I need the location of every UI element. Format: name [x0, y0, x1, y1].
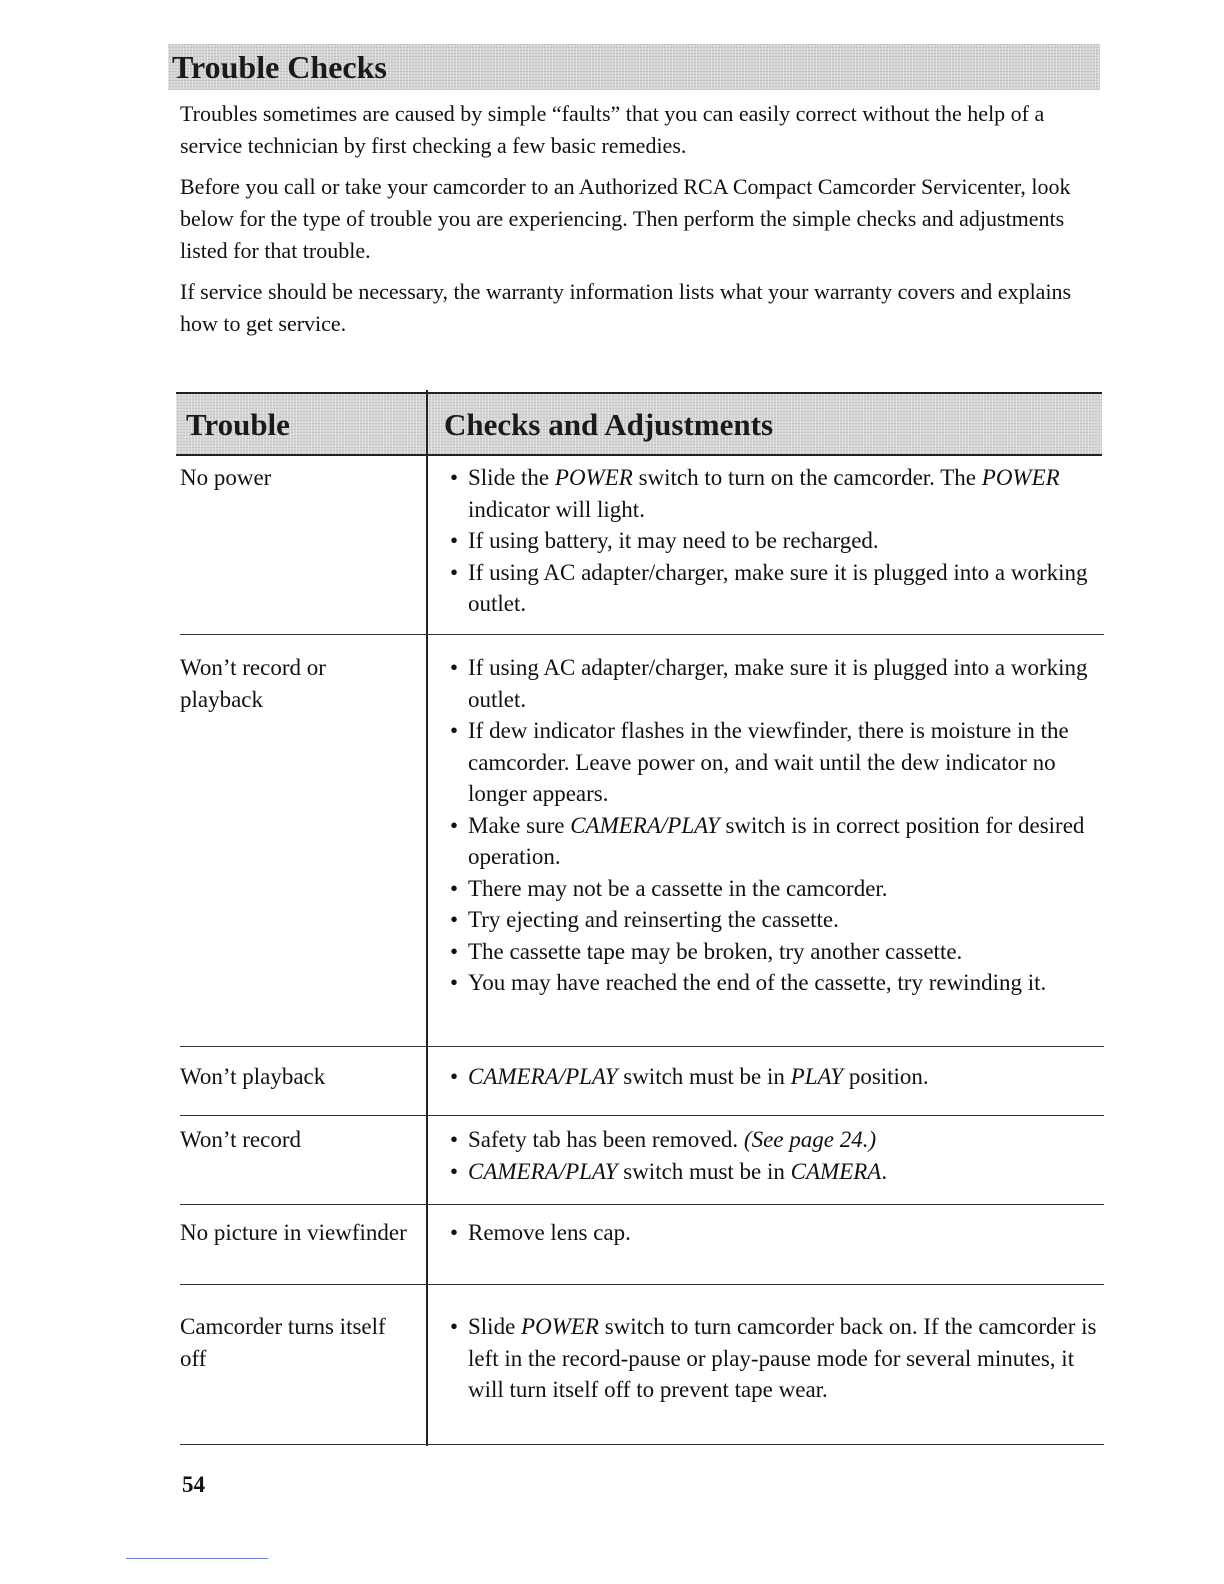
trouble-cell: No power — [180, 465, 272, 490]
check-item: • If using AC adapter/charger, make sure it is plugged into a working outlet. — [450, 652, 1110, 715]
intro-paragraph: Troubles sometimes are caused by simple “faults” that you can easily correct without the help of a service technician by first checking a few basic remedies. — [180, 101, 1045, 158]
check-item: • If using battery, it may need to be recharged. — [450, 525, 1110, 557]
check-item: • There may not be a cassette in the camcorder. — [450, 873, 1110, 905]
check-item: • You may have reached the end of the cassette, try rewinding it. — [450, 967, 1110, 999]
check-item: • Safety tab has been removed. (See page 24.) — [450, 1124, 1110, 1156]
check-item: • Remove lens cap. — [450, 1217, 1110, 1249]
trouble-cell: No picture in viewfinder — [180, 1220, 407, 1245]
intro-paragraph: If service should be necessary, the warranty information lists what your warranty covers and explains how to get service. — [180, 279, 1072, 336]
checks-cell — [450, 1217, 1110, 1249]
column-header-trouble: Trouble — [186, 407, 290, 442]
trouble-cell: Camcorder turns itself off — [180, 1314, 386, 1371]
check-item: • If dew indicator flashes in the viewfinder, there is moisture in the camcorder. Leave power on, and wait until the dew indicator no longer appears. — [450, 715, 1110, 810]
check-item: • CAMERA/PLAY switch must be in PLAY position. — [450, 1061, 1110, 1093]
row-divider — [180, 634, 1104, 635]
trouble-cell: Won’t record — [180, 1127, 301, 1152]
trouble-cell: Won’t record or playback — [180, 655, 326, 712]
check-item: • Slide the POWER switch to turn on the camcorder. The POWER indicator will light. — [450, 462, 1110, 525]
checks-cell — [450, 1124, 1110, 1187]
row-divider — [180, 1046, 1104, 1047]
row-divider — [180, 1115, 1104, 1116]
check-item: • Slide POWER switch to turn camcorder back on. If the camcorder is left in the record-pause or play-pause mode for several minutes, it will turn itself off to prevent tape wear. — [450, 1311, 1110, 1406]
row-divider — [180, 1284, 1104, 1285]
row-divider — [180, 1204, 1104, 1205]
check-item: • The cassette tape may be broken, try another cassette. — [450, 936, 1110, 968]
row-divider — [180, 1444, 1104, 1445]
intro-paragraph: Before you call or take your camcorder to an Authorized RCA Compact Camcorder Servicenter, look below for the type of trouble you are experiencing. Then perform the simple checks and adjustments listed for that trouble. — [180, 174, 1071, 263]
checks-cell — [450, 1061, 1110, 1093]
check-item: • Make sure CAMERA/PLAY switch is in correct position for desired operation. — [450, 810, 1110, 873]
page-number: 54 — [182, 1472, 205, 1497]
intro-text — [180, 98, 1100, 349]
check-item: • CAMERA/PLAY switch must be in CAMERA. — [450, 1156, 1110, 1188]
page-title: Trouble Checks — [172, 49, 387, 85]
column-header-checks: Checks and Adjustments — [444, 407, 774, 442]
footer-rule — [126, 1558, 268, 1559]
column-divider — [426, 390, 428, 1446]
check-item: • If using AC adapter/charger, make sure it is plugged into a working outlet. — [450, 557, 1110, 620]
check-item: • Try ejecting and reinserting the cassette. — [450, 904, 1110, 936]
trouble-cell: Won’t playback — [180, 1064, 326, 1089]
checks-cell — [450, 652, 1110, 999]
checks-cell — [450, 462, 1110, 620]
checks-cell — [450, 1311, 1110, 1406]
